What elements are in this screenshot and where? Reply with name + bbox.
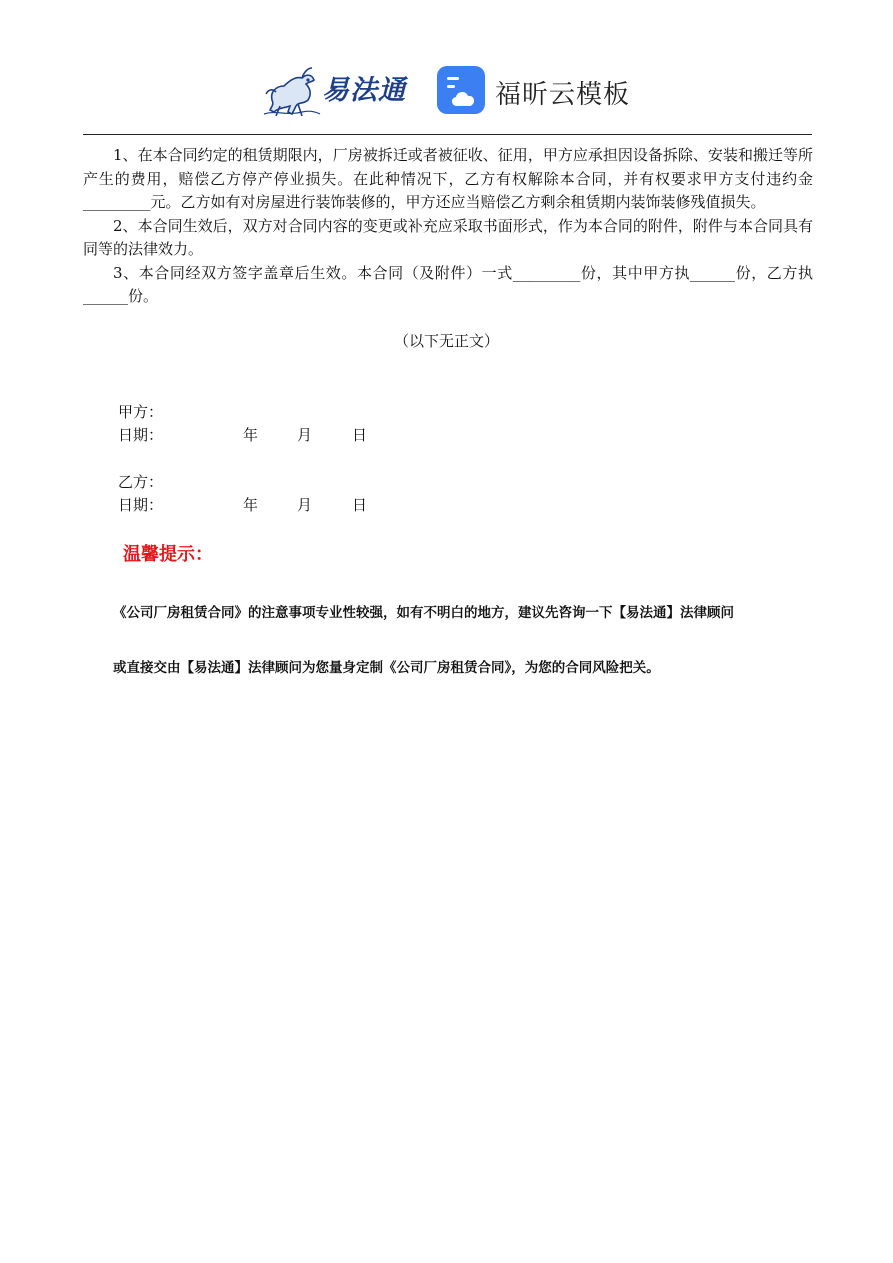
tips-line-2: 或直接交由【易法通】法律顾问为您量身定制《公司厂房租赁合同》，为您的合同风险把关。 xyxy=(113,660,660,676)
page-header xyxy=(0,60,893,122)
clause-2: 2、本合同生效后，双方对合同内容的变更或补充应采取书面形式，作为本合同的附件，附件与本合同具有同等的法律效力。 xyxy=(83,216,813,258)
end-of-text-note: （以下无正文） xyxy=(393,332,499,350)
party-a-label: 甲方： xyxy=(118,403,164,421)
month-label: 月 xyxy=(297,496,313,514)
year-label: 年 xyxy=(243,496,259,514)
date-label: 日期： xyxy=(118,426,164,444)
yifatong-wordmark: 易法通 xyxy=(322,75,406,106)
tips-line-1: 《公司厂房租赁合同》的注意事项专业性较强，如有不明白的地方，建议先咨询一下【易法通】法律顾问 xyxy=(113,605,734,621)
fuxin-wordmark: 福昕云模板 xyxy=(495,80,631,110)
tips-title: 温馨提示： xyxy=(123,544,213,565)
yifatong-logo xyxy=(262,62,422,118)
party-a-signature-block xyxy=(118,401,367,447)
month-label: 月 xyxy=(297,426,313,444)
qilin-emblem-icon xyxy=(262,62,322,118)
year-label: 年 xyxy=(243,426,259,444)
party-b-signature-block xyxy=(118,471,367,517)
contract-clauses xyxy=(83,144,813,309)
party-a-date-row xyxy=(118,424,367,447)
fuxin-template-logo xyxy=(435,64,645,120)
day-label: 日 xyxy=(352,426,368,444)
date-label: 日期： xyxy=(118,496,164,514)
day-label: 日 xyxy=(352,496,368,514)
party-b-label: 乙方： xyxy=(118,473,164,491)
party-b-date-row xyxy=(118,494,367,517)
clause-1: 1、在本合同约定的租赁期限内，厂房被拆迁或者被征收、征用，甲方应承担因设备拆除、安装和搬迁等所产生的费用，赔偿乙方停产停业损失。在此种情况下，乙方有权解除本合同，并有权要求甲方支付违约金_________元。乙方如有对房屋进行装饰装修的，甲方还应当赔偿乙方剩余租赁期内装饰装修残值损失。 xyxy=(83,146,813,211)
clause-3: 3、本合同经双方签字盖章后生效。本合同（及附件）一式_________份，其中甲方执______份，乙方执______份。 xyxy=(83,263,813,305)
header-divider xyxy=(83,134,812,135)
cloud-document-icon xyxy=(435,64,487,116)
